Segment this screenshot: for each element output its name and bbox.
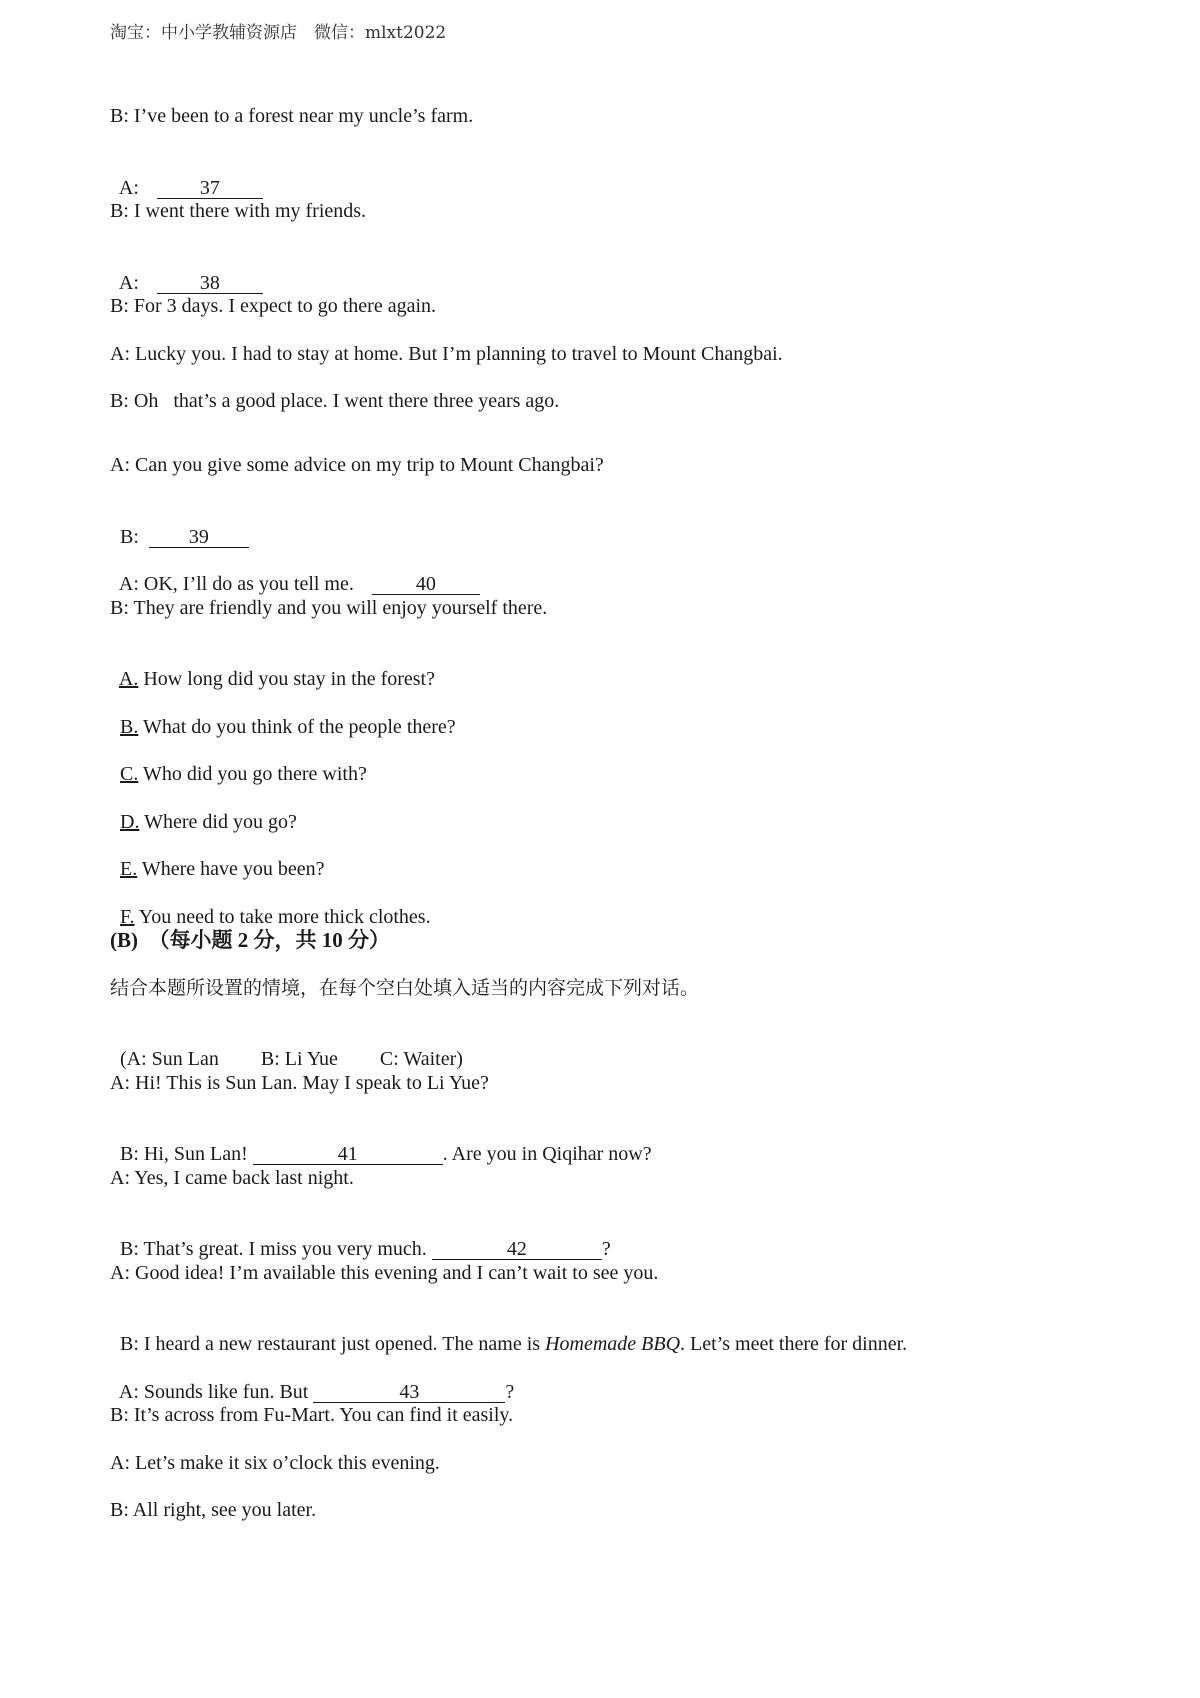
option-letter: B. bbox=[120, 716, 139, 738]
dialogue-text: ? bbox=[601, 1238, 611, 1260]
speaker-label: A: bbox=[118, 272, 139, 294]
option-letter: E. bbox=[120, 858, 138, 880]
dialogue-line bbox=[110, 247, 263, 295]
dialogue-line: B: I’ve been to a forest near my uncle’s farm. bbox=[110, 105, 474, 127]
option-item bbox=[110, 786, 297, 834]
option-item bbox=[110, 738, 367, 786]
dialogue-line: A: Hi! This is Sun Lan. May I speak to Li Yue? bbox=[110, 1072, 489, 1094]
dialogue-line bbox=[110, 548, 480, 596]
dialogue-line bbox=[110, 1356, 514, 1404]
dialogue-text: ? bbox=[505, 1381, 515, 1403]
role-a: (A: Sun Lan bbox=[120, 1048, 219, 1070]
dialogue-text: B: Hi, Sun Lan! bbox=[120, 1143, 248, 1165]
dialogue-line: A: Yes, I came back last night. bbox=[110, 1167, 354, 1189]
roles-line bbox=[110, 1023, 463, 1071]
option-item bbox=[110, 643, 435, 691]
answer-blank[interactable]: 40 bbox=[372, 574, 480, 595]
option-item bbox=[110, 833, 325, 881]
dialogue-text: A: OK, I’ll do as you tell me. bbox=[118, 573, 354, 595]
dialogue-line: B: It’s across from Fu-Mart. You can find it easily. bbox=[110, 1404, 514, 1426]
answer-blank[interactable]: 43 bbox=[313, 1382, 505, 1403]
answer-blank[interactable]: 37 bbox=[157, 178, 263, 199]
option-text: What do you think of the people there? bbox=[142, 716, 456, 738]
restaurant-name: Homemade BBQ bbox=[545, 1333, 681, 1355]
option-text: Where did you go? bbox=[144, 811, 297, 833]
role-c: C: Waiter) bbox=[379, 1048, 463, 1070]
answer-blank[interactable]: 41 bbox=[253, 1144, 443, 1165]
answer-blank[interactable]: 42 bbox=[432, 1239, 602, 1260]
option-letter: C. bbox=[120, 763, 139, 785]
option-text: How long did you stay in the forest? bbox=[143, 668, 435, 690]
role-b: B: Li Yue bbox=[260, 1048, 338, 1070]
dialogue-line: B: I went there with my friends. bbox=[110, 200, 367, 222]
dialogue-line: A: Lucky you. I had to stay at home. But I’m planning to travel to Mount Changbai. bbox=[110, 343, 783, 365]
option-letter: D. bbox=[120, 811, 140, 833]
dialogue-text: . Are you in Qiqihar now? bbox=[442, 1143, 652, 1165]
dialogue-text: A: Sounds like fun. But bbox=[118, 1381, 309, 1403]
option-text: Where have you been? bbox=[141, 858, 325, 880]
option-text: You need to take more thick clothes. bbox=[138, 906, 431, 928]
dialogue-line bbox=[110, 1213, 611, 1261]
dialogue-line: B: All right, see you later. bbox=[110, 1499, 317, 1521]
dialogue-line bbox=[110, 152, 263, 200]
option-item bbox=[110, 881, 431, 929]
speaker-label: A: bbox=[118, 177, 139, 199]
dialogue-text: B: That’s great. I miss you very much. bbox=[120, 1238, 427, 1260]
speaker-label: B: bbox=[120, 526, 139, 548]
page-header: 淘宝：中小学教辅资源店 微信：mlxt2022 bbox=[110, 23, 447, 43]
dialogue-line: B: For 3 days. I expect to go there again. bbox=[110, 295, 437, 317]
dialogue-text: B: I heard a new restaurant just opened. The name is bbox=[120, 1333, 546, 1355]
dialogue-line: A: Good idea! I’m available this evening and I can’t wait to see you. bbox=[110, 1262, 659, 1284]
dialogue-line: A: Let’s make it six o’clock this evening. bbox=[110, 1452, 440, 1474]
option-letter: F. bbox=[120, 906, 135, 928]
dialogue-text: . Let’s meet there for dinner. bbox=[680, 1333, 908, 1355]
section-title: (B) （每小题 2 分，共 10 分） bbox=[110, 928, 390, 952]
dialogue-line bbox=[110, 1118, 652, 1166]
dialogue-line bbox=[110, 1308, 907, 1356]
answer-blank[interactable]: 38 bbox=[157, 273, 263, 294]
dialogue-line bbox=[110, 501, 249, 549]
answer-blank[interactable]: 39 bbox=[149, 527, 249, 548]
option-letter: A. bbox=[118, 668, 139, 690]
dialogue-line: B: Oh that’s a good place. I went there three years ago. bbox=[110, 390, 560, 412]
section-instruction: 结合本题所设置的情境，在每个空白处填入适当的内容完成下列对话。 bbox=[110, 977, 700, 999]
dialogue-line: A: Can you give some advice on my trip to Mount Changbai? bbox=[110, 454, 604, 476]
dialogue-line: B: They are friendly and you will enjoy yourself there. bbox=[110, 597, 548, 619]
option-text: Who did you go there with? bbox=[142, 763, 367, 785]
option-item bbox=[110, 691, 456, 739]
